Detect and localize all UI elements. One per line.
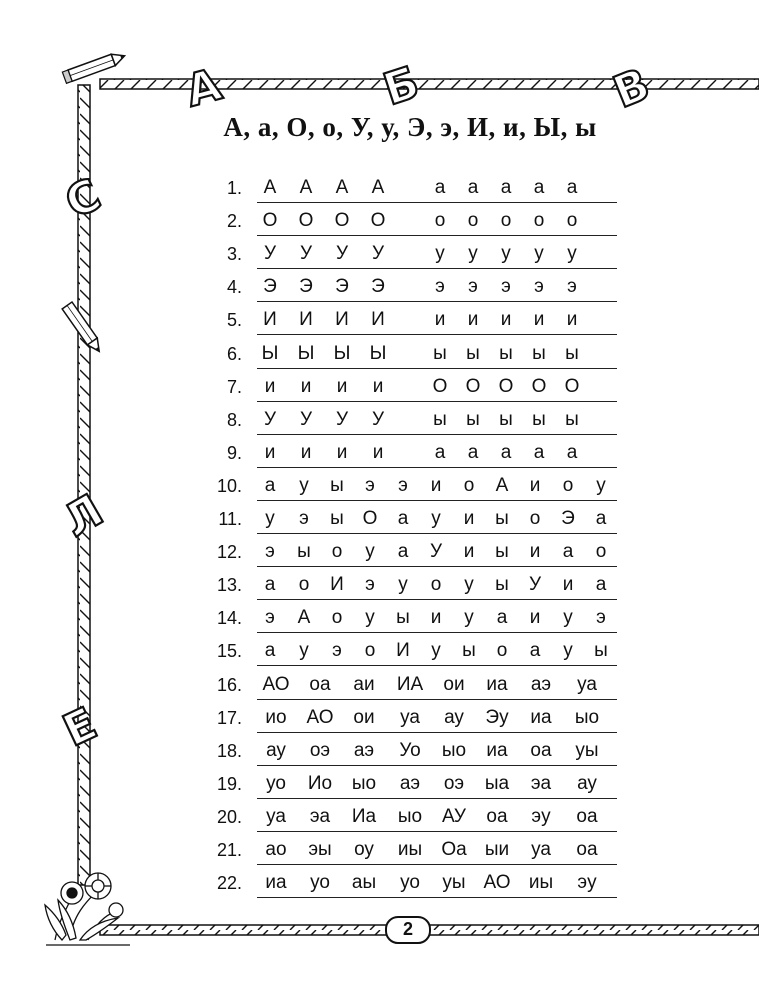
letter-token: о xyxy=(496,640,508,662)
letter-token: и xyxy=(529,607,541,629)
underline-rule xyxy=(257,235,617,236)
letter-token: у xyxy=(468,243,478,265)
letter-token: у xyxy=(431,508,441,529)
letter-token: ы xyxy=(495,574,509,596)
letter-token: и xyxy=(463,541,475,563)
letter-token: у xyxy=(464,607,474,629)
exercise-number: 6. xyxy=(226,343,242,364)
underline-rule xyxy=(257,665,617,666)
letter-token: А xyxy=(263,177,277,198)
letter-token: а xyxy=(566,177,578,198)
letter-token: ыо xyxy=(397,805,423,827)
letter-token: о xyxy=(500,210,512,232)
letter-token: оа xyxy=(486,805,508,827)
letter-token: а xyxy=(500,441,512,463)
exercise-row xyxy=(0,371,759,404)
letter-token: ыа xyxy=(484,772,510,794)
letter-token: о xyxy=(463,474,475,496)
letter-token: и xyxy=(463,508,475,529)
letter-token: и xyxy=(562,574,574,596)
underline-rule xyxy=(257,864,617,865)
letter-token: ы xyxy=(532,342,546,364)
letter-token: уа xyxy=(531,839,551,860)
exercise-row xyxy=(0,635,759,668)
exercise-row xyxy=(0,470,759,503)
letter-token: э xyxy=(332,640,342,662)
letter-token: о xyxy=(595,541,607,563)
letter-token: ы xyxy=(594,640,608,662)
letter-token: э xyxy=(398,474,408,496)
letter-token: ы xyxy=(499,408,513,430)
letter-token: у xyxy=(431,640,441,662)
letter-token: ы xyxy=(330,474,344,496)
letter-token: ы xyxy=(466,342,480,364)
letter-token: Ы xyxy=(369,342,387,364)
letter-token: а xyxy=(595,508,607,529)
letter-token: а xyxy=(533,441,545,463)
letter-token: Эу xyxy=(485,706,509,728)
letter-token: О xyxy=(498,375,514,397)
letter-token: Э xyxy=(299,276,313,298)
letter-token: О xyxy=(370,210,386,232)
letter-token: и xyxy=(300,375,312,397)
frame-letter-side-2: Л xyxy=(54,484,112,548)
underline-rule xyxy=(257,798,617,799)
underline-rule xyxy=(257,334,617,335)
underline-rule xyxy=(257,897,617,898)
letter-token: а xyxy=(264,574,276,596)
page-number: 2 xyxy=(402,919,413,939)
letter-token: а xyxy=(529,640,541,662)
exercise-row xyxy=(0,602,759,635)
underline-rule xyxy=(257,401,617,402)
underline-rule xyxy=(257,268,617,269)
exercise-number: 2. xyxy=(226,211,242,232)
exercise-row xyxy=(0,338,759,371)
letter-token: ы xyxy=(297,541,311,563)
letter-token: ы xyxy=(466,408,480,430)
frame-letter-side-1: С xyxy=(57,169,109,229)
letter-token: О xyxy=(432,375,448,397)
exercise-number: 7. xyxy=(226,376,242,397)
letter-token: уа xyxy=(577,673,597,695)
letter-token: о xyxy=(331,541,343,563)
letter-token: ы xyxy=(433,342,447,364)
letter-token: и xyxy=(430,474,442,496)
letter-token: а xyxy=(467,441,479,463)
letter-token: Ы xyxy=(333,342,351,364)
underline-rule xyxy=(257,599,617,600)
letter-token: У xyxy=(335,243,349,265)
exercise-number: 3. xyxy=(226,244,242,265)
exercise-number: 11. xyxy=(218,509,242,529)
letter-token: о xyxy=(364,640,376,662)
letter-token: и xyxy=(264,375,276,397)
letter-token: о xyxy=(298,574,310,596)
letter-token: а xyxy=(264,640,276,662)
letter-token: и xyxy=(467,309,479,331)
letter-token: и xyxy=(500,309,512,331)
letter-token: ы xyxy=(565,408,579,430)
letter-token: оа xyxy=(576,805,598,827)
exercise-row xyxy=(0,304,759,337)
letter-token: и xyxy=(533,309,545,331)
exercise-row xyxy=(0,172,759,205)
exercise-number: 5. xyxy=(226,310,242,331)
letter-token: О xyxy=(298,210,314,232)
letter-token: Э xyxy=(263,276,277,298)
letter-token: у xyxy=(464,574,474,596)
letter-token: э xyxy=(265,607,275,629)
letter-token: иа xyxy=(486,739,508,761)
exercise-number: 15. xyxy=(216,641,242,662)
exercise-row xyxy=(0,735,759,768)
letter-token: ы xyxy=(433,408,447,430)
exercise-row xyxy=(0,536,759,569)
letter-token: И xyxy=(299,309,313,331)
letter-token: уо xyxy=(266,772,286,794)
letter-token: и xyxy=(372,375,384,397)
letter-token: АО xyxy=(262,673,290,695)
letter-token: Э xyxy=(335,276,349,298)
letter-token: И xyxy=(263,309,277,331)
letter-token: у xyxy=(567,243,577,265)
exercise-row xyxy=(0,271,759,304)
letter-token: э xyxy=(365,474,375,496)
letter-token: О xyxy=(531,375,547,397)
letter-token: а xyxy=(397,508,409,529)
letter-token: ио xyxy=(265,706,287,728)
letter-token: аи xyxy=(353,673,375,695)
exercise-row xyxy=(0,404,759,437)
letter-token: У xyxy=(528,574,542,596)
letter-token: а xyxy=(264,474,276,496)
letter-token: О xyxy=(465,375,481,397)
letter-token: У xyxy=(371,243,385,265)
letter-token: ы xyxy=(532,408,546,430)
letter-token: аэ xyxy=(353,739,375,761)
exercise-row xyxy=(0,702,759,735)
letter-token: и xyxy=(336,441,348,463)
letter-token: аэ xyxy=(399,772,421,794)
letter-token: У xyxy=(263,243,277,265)
exercise-number: 12. xyxy=(216,542,242,563)
letter-token: О xyxy=(564,375,580,397)
exercise-number: 19. xyxy=(216,773,242,794)
underline-rule xyxy=(257,699,617,700)
letter-token: ау xyxy=(266,739,286,761)
exercise-row xyxy=(0,238,759,271)
letter-token: ау xyxy=(577,772,597,794)
exercise-row xyxy=(0,669,759,702)
letter-token: О xyxy=(334,210,350,232)
letter-token: оа xyxy=(530,739,552,761)
letter-token: а xyxy=(397,541,409,563)
letter-token: у xyxy=(501,243,511,265)
exercise-row xyxy=(0,205,759,238)
underline-rule xyxy=(257,368,617,369)
letter-token: и xyxy=(300,441,312,463)
letter-token: ои xyxy=(443,673,465,695)
letter-token: У xyxy=(263,408,277,430)
letter-token: ао xyxy=(265,839,287,860)
letter-token: У xyxy=(429,541,443,563)
letter-token: а xyxy=(467,177,479,198)
underline-rule xyxy=(257,467,617,468)
letter-token: ы xyxy=(462,640,476,662)
underline-rule xyxy=(257,434,617,435)
letter-token: оэ xyxy=(443,772,465,794)
letter-token: А xyxy=(371,177,385,198)
letter-token: уы xyxy=(442,872,466,894)
letter-token: э xyxy=(299,508,309,529)
letter-token: И xyxy=(371,309,385,331)
underline-rule xyxy=(257,202,617,203)
exercise-number: 20. xyxy=(216,806,242,827)
underline-rule xyxy=(257,732,617,733)
letter-token: а xyxy=(434,441,446,463)
letter-token: и xyxy=(529,474,541,496)
letter-token: У xyxy=(335,408,349,430)
exercise-number: 21. xyxy=(216,840,242,860)
letter-token: и xyxy=(430,607,442,629)
letter-token: и xyxy=(264,441,276,463)
letter-token: а xyxy=(562,541,574,563)
letter-token: у xyxy=(563,640,573,662)
letter-token: у xyxy=(435,243,445,265)
letter-token: ы xyxy=(565,342,579,364)
letter-token: А xyxy=(335,177,349,198)
letter-token: И xyxy=(330,574,344,596)
frame-letter-side-3: Е xyxy=(55,697,105,757)
letter-token: У xyxy=(299,243,313,265)
letter-token: оа xyxy=(309,673,331,695)
letter-token: у xyxy=(398,574,408,596)
letter-token: АУ xyxy=(442,805,466,827)
underline-rule xyxy=(257,765,617,766)
exercise-number: 9. xyxy=(226,442,242,463)
exercise-number: 16. xyxy=(216,674,242,695)
underline-rule xyxy=(257,831,617,832)
letter-token: АО xyxy=(306,706,334,728)
letter-token: Уо xyxy=(399,739,421,761)
letter-token: о xyxy=(529,508,541,529)
letter-token: и xyxy=(529,541,541,563)
letter-token: ау xyxy=(444,706,464,728)
letter-token: Ы xyxy=(261,342,279,364)
letter-token: А xyxy=(495,474,509,496)
exercise-number: 18. xyxy=(216,740,242,761)
letter-token: Э xyxy=(371,276,385,298)
letter-token: а xyxy=(566,441,578,463)
underline-rule xyxy=(257,566,617,567)
letter-token: и xyxy=(336,375,348,397)
letter-token: ыо xyxy=(441,739,467,761)
exercise-number: 17. xyxy=(216,707,242,728)
letter-token: Оа xyxy=(441,839,467,860)
letter-token: у xyxy=(299,474,309,496)
letter-token: а xyxy=(500,177,512,198)
letter-token: о xyxy=(566,210,578,232)
exercise-number: 8. xyxy=(226,409,242,430)
letter-token: АО xyxy=(483,872,511,894)
letter-token: у xyxy=(563,607,573,629)
letter-token: ыо xyxy=(351,772,377,794)
letter-token: аы xyxy=(351,872,377,894)
letter-token: э xyxy=(596,607,606,629)
letter-token: о xyxy=(434,210,446,232)
letter-token: о xyxy=(533,210,545,232)
letter-token: У xyxy=(299,408,313,430)
exercise-row xyxy=(0,569,759,602)
letter-token: э xyxy=(534,276,544,298)
letter-token: ыо xyxy=(574,706,600,728)
exercise-number: 14. xyxy=(216,608,242,629)
underline-rule xyxy=(257,533,617,534)
letter-token: И xyxy=(396,640,410,662)
letter-token: у xyxy=(265,508,275,529)
letter-token: ы xyxy=(499,342,513,364)
letter-token: иа xyxy=(486,673,508,695)
exercise-row xyxy=(0,867,759,900)
letter-token: эу xyxy=(577,872,597,894)
letter-token: э xyxy=(365,574,375,596)
exercise-row xyxy=(0,437,759,470)
letter-token: ы xyxy=(330,508,344,529)
exercise-number: 1. xyxy=(226,178,242,198)
letter-token: А xyxy=(297,607,311,629)
letter-token: ы xyxy=(396,607,410,629)
underline-rule xyxy=(257,301,617,302)
letter-token: э xyxy=(435,276,445,298)
letter-token: эа xyxy=(530,772,552,794)
letter-token: а xyxy=(533,177,545,198)
frame-letter-top-3: В xyxy=(606,58,657,119)
letter-token: уы xyxy=(575,739,599,761)
letter-token: иы xyxy=(397,839,423,860)
exercise-number: 4. xyxy=(226,277,242,298)
letter-token: иа xyxy=(530,706,552,728)
exercise-number: 10. xyxy=(216,475,242,496)
letter-token: э xyxy=(501,276,511,298)
letter-token: у xyxy=(596,474,606,496)
letter-token: и xyxy=(372,441,384,463)
letter-token: иа xyxy=(265,872,287,894)
exercise-row xyxy=(0,834,759,867)
letter-token: оу xyxy=(354,839,374,860)
exercise-row xyxy=(0,768,759,801)
letter-token: э xyxy=(265,541,275,563)
letter-token: о xyxy=(467,210,479,232)
letter-token: аэ xyxy=(530,673,552,695)
letter-token: оа xyxy=(576,839,598,860)
letter-token: у xyxy=(365,607,375,629)
page-title: А, а, О, о, У, у, Э, э, И, и, Ы, ы xyxy=(223,112,597,142)
letter-token: у xyxy=(299,640,309,662)
letter-token: а xyxy=(595,574,607,596)
frame-letter-top-1: А xyxy=(180,59,227,118)
letter-token: а xyxy=(434,177,446,198)
frame-letter-top-2: Б xyxy=(377,56,426,116)
exercise-number: 13. xyxy=(216,575,242,596)
letter-token: и xyxy=(434,309,446,331)
letter-token: уа xyxy=(266,805,286,827)
letter-token: эы xyxy=(308,839,332,860)
letter-token: э xyxy=(468,276,478,298)
letter-token: эа xyxy=(309,805,331,827)
letter-token: ыи xyxy=(484,839,510,860)
letter-token: э xyxy=(567,276,577,298)
letter-token: ои xyxy=(353,706,375,728)
letter-token: а xyxy=(496,607,508,629)
exercise-row xyxy=(0,503,759,536)
letter-token: иы xyxy=(528,872,554,894)
letter-token: уо xyxy=(400,872,420,894)
exercise-number: 22. xyxy=(216,873,242,894)
letter-token: У xyxy=(371,408,385,430)
letter-token: о xyxy=(430,574,442,596)
letter-token: уо xyxy=(310,872,330,894)
letter-token: о xyxy=(331,607,343,629)
letter-token: Э xyxy=(561,508,575,529)
letter-token: О xyxy=(362,508,378,529)
underline-rule xyxy=(257,500,617,501)
letter-token: оэ xyxy=(309,739,331,761)
letter-token: и xyxy=(566,309,578,331)
letter-token: И xyxy=(335,309,349,331)
exercise-row xyxy=(0,801,759,834)
letter-token: уа xyxy=(400,706,420,728)
letter-token: о xyxy=(562,474,574,496)
letter-token: А xyxy=(299,177,313,198)
letter-token: у xyxy=(365,541,375,563)
letter-token: О xyxy=(262,210,278,232)
letter-token: Ы xyxy=(297,342,315,364)
letter-token: ы xyxy=(495,541,509,563)
letter-token: у xyxy=(534,243,544,265)
letter-token: эу xyxy=(531,805,551,827)
letter-token: ИА xyxy=(396,673,424,695)
letter-token: ы xyxy=(495,508,509,529)
underline-rule xyxy=(257,632,617,633)
letter-token: Иа xyxy=(351,805,377,827)
letter-token: Ио xyxy=(307,772,333,794)
